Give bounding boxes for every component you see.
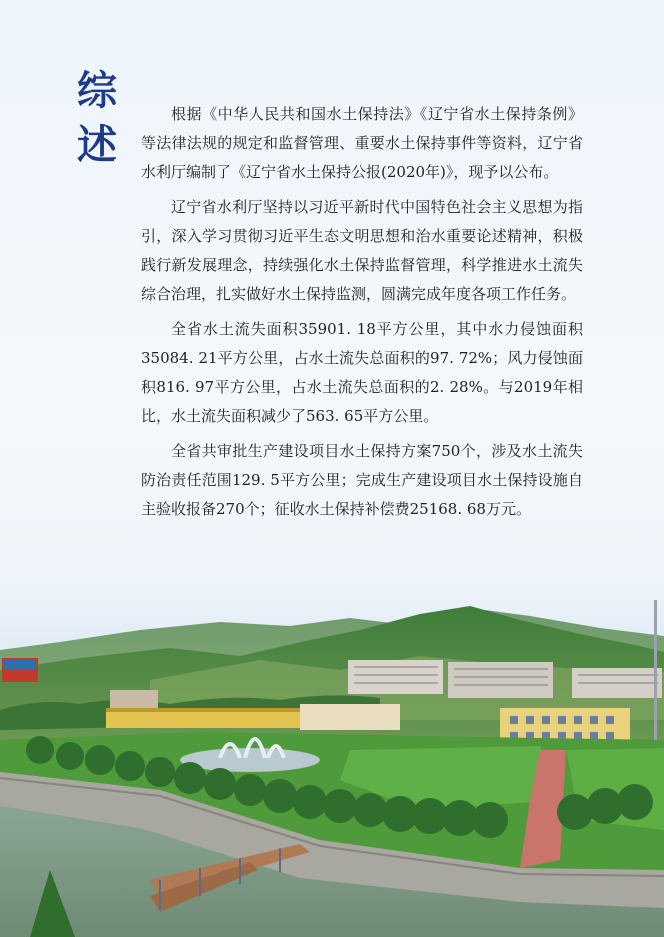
body-text (141, 100, 583, 530)
title-char-2: 述 (77, 121, 117, 168)
paragraph-erosion: 全省水土流失面积35901. 18平方公里，其中水力侵蚀面积35084. 21平方公里，占水土流失总面积的97. 72%；风力侵蚀面积816. 97平方公里，占水土流失总面积的2. 28%。与2019年相比，水土流失面积减少了563. 65平方公里。 (141, 320, 583, 425)
paragraph-intro: 根据《中华人民共和国水土保持法》《辽宁省水土保持条例》等法律法规的规定和监督管理、重要水土保持事件等资料，辽宁省水利厅编制了《辽宁省水土保持公报(2020年)》，现予以公布。 (141, 105, 583, 181)
section-title (70, 64, 124, 172)
title-char-1: 综 (77, 67, 117, 114)
paragraph-work: 辽宁省水利厅坚持以习近平新时代中国特色社会主义思想为指引，深入学习贯彻习近平生态文明思想和治水重要论述精神，积极践行新发展理念，持续强化水土保持监督管理，科学推进水土流失综合治理，扎实做好水土保持监测，圆满完成年度各项工作任务。 (141, 198, 583, 303)
paragraph-projects: 全省共审批生产建设项目水土保持方案750个，涉及水土流失防治责任范围129. 5平方公里；完成生产建设项目水土保持设施自主验收报备270个；征收水土保持补偿费25168. 68万元。 (141, 442, 583, 518)
landscape-photo (0, 600, 664, 937)
